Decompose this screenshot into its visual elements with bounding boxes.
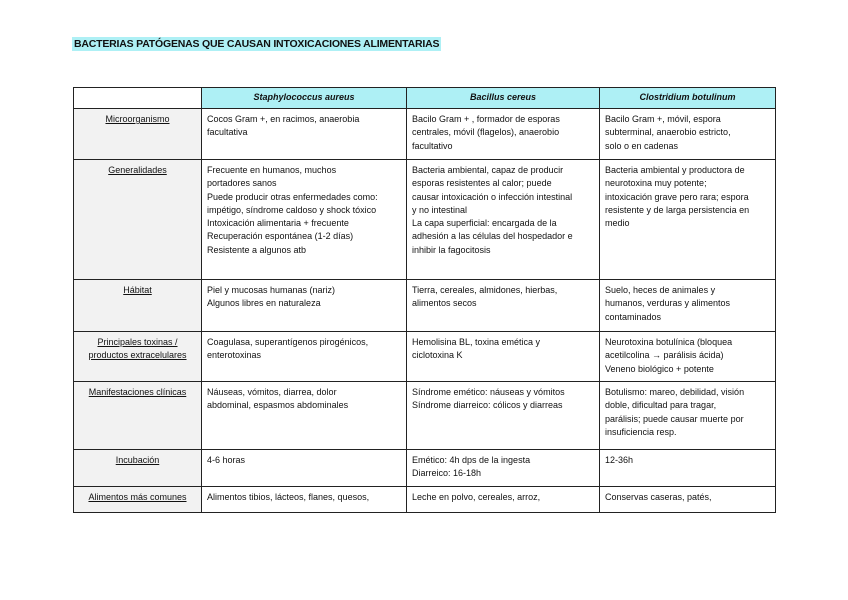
cell-text-line: Náuseas, vómitos, diarrea, dolor <box>207 387 337 397</box>
row-label-line: Generalidades <box>108 165 167 175</box>
cell-text-line: Intoxicación alimentaria + frecuente <box>207 218 349 229</box>
table-cell <box>202 332 407 382</box>
cell-text-line: Puede producir otras enfermedades como: <box>207 191 378 202</box>
row-label <box>74 487 202 513</box>
cell-text-line: y no intestinal <box>412 204 468 215</box>
cell-text-line: resistente y de larga persistencia en <box>605 204 750 215</box>
cell-text-line: Alimentos tibios, lácteos, flanes, quesos, <box>207 492 370 502</box>
table-row <box>74 382 776 450</box>
table-cell <box>600 109 776 160</box>
cell-text-line: Coagulasa, superantígenos pirogénicos, <box>207 337 369 347</box>
row-label <box>74 160 202 280</box>
cell-text-line: adhesión a las células del hospedador e <box>412 231 573 242</box>
cell-text-line: facultativa <box>207 127 248 138</box>
cell-text-line: Bacteria ambiental y productora de <box>605 165 745 175</box>
cell-text-line: centrales, móvil (flagelos), anaerobio <box>412 127 560 138</box>
cell-text-line: Bacilo Gram + , formador de esporas <box>412 114 560 124</box>
table-cell <box>202 160 407 280</box>
cell-text-line: portadores sanos <box>207 178 277 189</box>
cell-text-line: solo o en cadenas <box>605 140 679 151</box>
table-cell <box>202 382 407 450</box>
table-row <box>74 450 776 487</box>
cell-text-line: parálisis; puede causar muerte por <box>605 413 744 424</box>
table-cell <box>202 280 407 332</box>
cell-text-line: 4-6 horas <box>207 455 246 465</box>
row-label <box>74 332 202 382</box>
cell-text-line: Suelo, heces de animales y <box>605 285 716 295</box>
cell-text-line: intoxicación grave pero rara; espora <box>605 191 749 202</box>
cell-text-line: La capa superficial: encargada de la <box>412 218 557 229</box>
table-cell <box>202 450 407 487</box>
cell-text-line: Conservas caseras, patés, <box>605 492 712 502</box>
column-header-staphylococcus: Staphylococcus aureus <box>202 88 407 109</box>
table-cell <box>407 487 600 513</box>
column-header-bacillus: Bacillus cereus <box>407 88 600 109</box>
cell-text-line: Piel y mucosas humanas (nariz) <box>207 285 336 295</box>
table-cell <box>407 332 600 382</box>
cell-text-line: medio <box>605 218 630 229</box>
cell-text-line: Algunos libres en naturaleza <box>207 298 321 309</box>
row-label <box>74 382 202 450</box>
cell-text-line: doble, dificultad para tragar, <box>605 400 717 411</box>
table-cell <box>407 109 600 160</box>
cell-text-line: Síndrome emético: náuseas y vómitos <box>412 387 565 397</box>
page-title: BACTERIAS PATÓGENAS QUE CAUSAN INTOXICACIONES ALIMENTARIAS <box>74 38 440 50</box>
table-cell <box>600 332 776 382</box>
cell-text-line: 12-36h <box>605 455 634 465</box>
table-cell <box>600 280 776 332</box>
cell-text-line: Leche en polvo, cereales, arroz, <box>412 492 541 502</box>
table-cell <box>407 450 600 487</box>
row-label-line: Hábitat <box>123 285 152 295</box>
cell-text-line: Hemolisina BL, toxina emética y <box>412 337 541 347</box>
table-row <box>74 332 776 382</box>
cell-text-line: esporas resistentes al calor; puede <box>412 178 552 189</box>
row-label-line: Incubación <box>115 455 160 465</box>
cell-text-line: Bacteria ambiental, capaz de producir <box>412 165 564 175</box>
table-cell <box>202 487 407 513</box>
cell-text-line: impétigo, síndrome caldoso y shock tóxico <box>207 204 377 215</box>
table-cell <box>407 382 600 450</box>
table-cell <box>600 382 776 450</box>
table-cell <box>202 109 407 160</box>
table-body <box>74 109 776 513</box>
cell-text-line: abdominal, espasmos abdominales <box>207 400 349 411</box>
header-row <box>74 88 776 109</box>
cell-text-line: causar intoxicación o infección intestinal <box>412 191 573 202</box>
cell-text-line: humanos, verduras y alimentos <box>605 298 731 309</box>
cell-text-line: Bacilo Gram +, móvil, espora <box>605 114 721 124</box>
corner-cell <box>74 88 202 109</box>
table-row <box>74 109 776 160</box>
table-row <box>74 160 776 280</box>
cell-text-line: Veneno biológico + potente <box>605 363 714 374</box>
table-cell <box>600 487 776 513</box>
row-label <box>74 280 202 332</box>
cell-text-line: Frecuente en humanos, muchos <box>207 165 337 175</box>
cell-text-line: alimentos secos <box>412 298 477 309</box>
row-label-line: Microorganismo <box>105 114 170 124</box>
table-cell <box>407 160 600 280</box>
cell-text-line: subterminal, anaerobio estricto, <box>605 127 731 138</box>
table-cell <box>407 280 600 332</box>
cell-text-line: contaminados <box>605 311 662 322</box>
cell-text-line: Neurotoxina botulínica (bloquea <box>605 337 733 347</box>
bacteria-table <box>73 87 776 513</box>
cell-text-line: Emético: 4h dps de la ingesta <box>412 455 531 465</box>
table-cell <box>600 450 776 487</box>
table-cell <box>600 160 776 280</box>
cell-text-line: ciclotoxina K <box>412 350 463 361</box>
row-label-line: productos extracelulares <box>88 350 187 361</box>
cell-text-line: insuficiencia resp. <box>605 426 677 437</box>
cell-text-line: neurotoxina muy potente; <box>605 178 707 189</box>
row-label <box>74 109 202 160</box>
cell-text-line: facultativo <box>412 140 453 151</box>
cell-text-line: Diarreico: 16-18h <box>412 468 482 479</box>
row-label <box>74 450 202 487</box>
cell-text-line: Cocos Gram +, en racimos, anaerobia <box>207 114 360 124</box>
cell-text-line: inhibir la fagocitosis <box>412 244 491 255</box>
row-label-line: Alimentos más comunes <box>88 492 187 502</box>
column-header-clostridium: Clostridium botulinum <box>600 88 776 109</box>
row-label-line: Manifestaciones clínicas <box>88 387 187 397</box>
cell-text-line: Resistente a algunos atb <box>207 244 307 255</box>
cell-text-line: Recuperación espontánea (1-2 días) <box>207 231 354 242</box>
table-row <box>74 487 776 513</box>
row-label-line: Principales toxinas / <box>97 337 178 347</box>
cell-text-line: Botulismo: mareo, debilidad, visión <box>605 387 745 397</box>
table-row <box>74 280 776 332</box>
cell-text-line: acetilcolina → parálisis ácida) <box>605 350 724 361</box>
cell-text-line: enterotoxinas <box>207 350 262 361</box>
cell-text-line: Síndrome diarreico: cólicos y diarreas <box>412 400 563 411</box>
cell-text-line: Tierra, cereales, almidones, hierbas, <box>412 285 558 295</box>
